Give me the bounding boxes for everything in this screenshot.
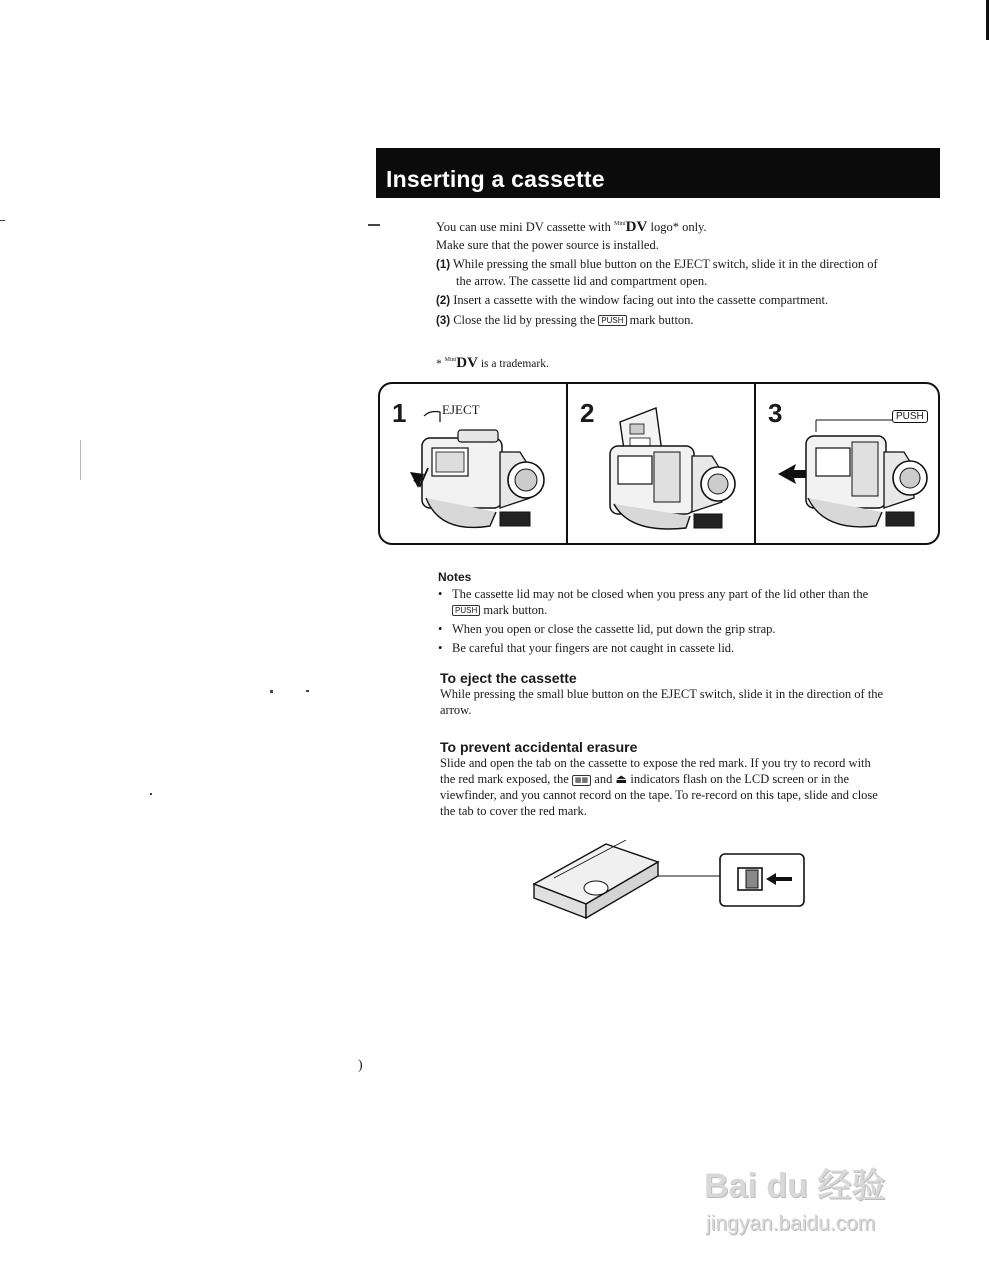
page-title: Inserting a cassette: [386, 166, 605, 192]
eject-text-line: arrow.: [440, 703, 472, 717]
step-3: [436, 312, 946, 329]
camcorder-close-illustration: [776, 414, 936, 540]
margin-mark: ): [358, 1058, 363, 1073]
intro-line-2: Make sure that the power source is installed.: [436, 238, 659, 252]
footnote: [436, 352, 549, 372]
notes-heading: Notes: [438, 570, 472, 584]
watermark-logo: Bai du 经验: [704, 1167, 886, 1205]
erasure-text: and: [594, 772, 613, 786]
note-item: [438, 586, 948, 618]
minidv-logo-text: DV: [625, 219, 648, 235]
panel-step-number: 2: [580, 398, 595, 428]
scan-speck: [270, 690, 273, 693]
erasure-text-line: [440, 771, 955, 787]
step-text-cont: the arrow. The cassette lid and compartment open.: [456, 274, 708, 288]
eject-triangle-icon: ⏏: [615, 772, 628, 786]
scan-speck: [80, 440, 81, 480]
scan-speck: [306, 690, 309, 692]
push-label: PUSH: [892, 410, 928, 423]
scan-speck: [368, 224, 380, 226]
intro: [436, 216, 946, 253]
note-item: • Be careful that your fingers are not caught in cassete lid.: [438, 640, 948, 656]
title-bar: [376, 148, 940, 198]
scan-speck: [0, 220, 5, 221]
camcorder-insert-illustration: [590, 404, 750, 540]
minidv-logo-sup: Mini: [614, 221, 626, 227]
step-text: Close the lid by pressing the: [453, 313, 596, 327]
erasure-text-line: Slide and open the tab on the cassette to expose the red mark. If you try to record with: [440, 756, 871, 770]
note-text-post: mark button.: [483, 603, 548, 617]
tape-lock-icon: ▦▦: [572, 775, 591, 786]
erasure-text-line: the tab to cover the red mark.: [440, 804, 587, 818]
step-number: (3): [436, 315, 451, 327]
step-2: [436, 292, 946, 309]
step-1: [436, 256, 946, 289]
panel-step-number: 1: [392, 398, 407, 428]
intro-text-post: logo* only.: [650, 220, 707, 234]
step-text: Insert a cassette with the window facing out into the cassette compartment.: [453, 293, 829, 307]
steps-list: [436, 256, 946, 329]
cassette-tab-illustration: [530, 840, 810, 950]
eject-label: EJECT: [442, 402, 480, 417]
note-item: • When you open or close the cassette lid, put down the grip strap.: [438, 621, 948, 637]
minidv-logo-text: DV: [456, 355, 478, 371]
eject-section: [440, 670, 950, 718]
panel-divider: [754, 384, 756, 543]
panel-divider: [566, 384, 568, 543]
intro-line-1: [436, 216, 946, 235]
step-number: (2): [436, 295, 451, 307]
illustration-panel: [378, 382, 940, 545]
footnote-mark: *: [436, 358, 442, 370]
minidv-logo-sup: Mini: [444, 357, 457, 363]
step-text: While pressing the small blue button on the EJECT switch, slide it in the direction of: [452, 257, 878, 271]
notes-section: [438, 569, 948, 656]
erasure-text: indicators flash on the LCD screen or in the: [630, 772, 850, 786]
push-mark-icon: PUSH: [598, 315, 626, 326]
minidv-logo: [614, 219, 647, 235]
scan-speck: [150, 793, 152, 795]
minidv-logo: [445, 355, 478, 371]
erasure-text-line: viewfinder, and you cannot record on the tape. To re-record on this tape, slide and close: [440, 788, 878, 802]
erasure-section: [440, 739, 955, 819]
step-text-post: mark button.: [629, 313, 694, 327]
intro-text: You can use mini DV cassette with: [436, 220, 611, 234]
scan-edge-mark: [986, 0, 989, 40]
step-number: (1): [436, 259, 451, 271]
panel-step-number: 3: [768, 398, 783, 428]
note-text: The cassette lid may not be closed when you press any part of the lid other than the: [452, 587, 869, 601]
erasure-heading: To prevent accidental erasure: [440, 739, 638, 755]
footnote-text: is a trademark.: [480, 358, 549, 370]
camcorder-eject-illustration: [400, 408, 560, 540]
eject-text-line: While pressing the small blue button on the EJECT switch, slide it in the direction of the: [440, 687, 884, 701]
watermark-url: jingyan.baidu.com: [706, 1212, 876, 1235]
erasure-text: the red mark exposed, the: [440, 772, 569, 786]
eject-heading: To eject the cassette: [440, 670, 577, 686]
push-mark-icon: PUSH: [452, 605, 480, 616]
